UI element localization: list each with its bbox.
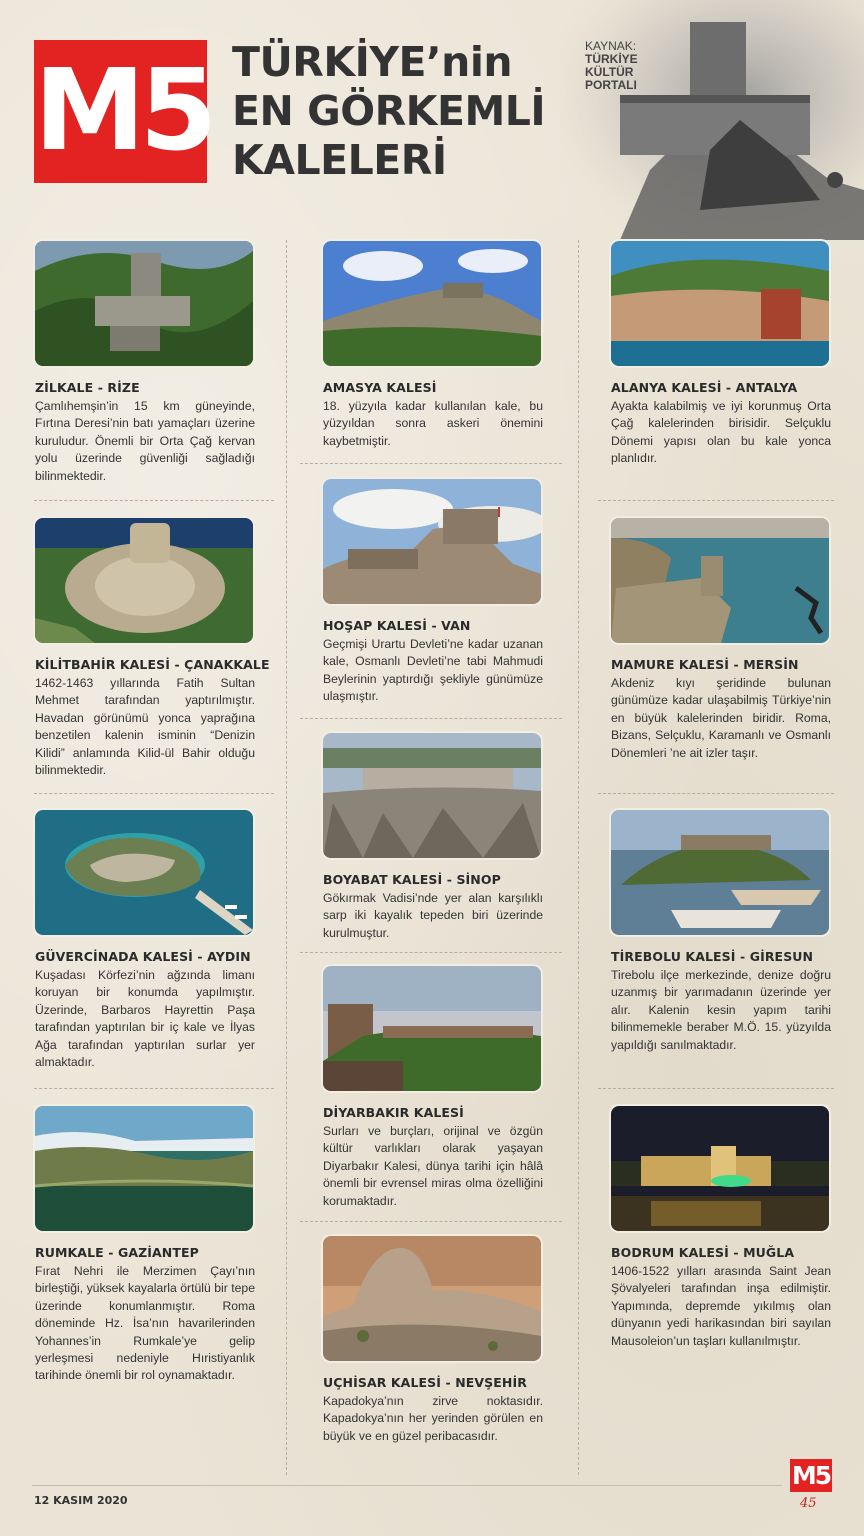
hero-castle-image [560, 0, 864, 240]
castle-card-zilkale [35, 241, 255, 485]
m5-logo: M5 [34, 40, 207, 183]
castle-photo [35, 810, 253, 935]
castle-name: BODRUM KALESİ - MUĞLA [611, 1245, 795, 1260]
castle-description: 1462-1463 yıllarında Fatih Sultan Mehmet tarafından yaptırılmıştır. Havadan görünümü yonca yaprağına benzetilen kalenin isminin “Denizin Kilidi” anlamında Kilid-ül Bahir olduğu bilinmektedir. [35, 676, 255, 778]
castle-name: MAMURE KALESİ - MERSİN [611, 657, 799, 672]
castle-card-boyabat [323, 733, 543, 942]
row-divider [34, 1088, 274, 1089]
castle-card-kilitbahir [35, 518, 270, 779]
row-divider [598, 500, 834, 501]
castle-description: Gökırmak Vadisi’nde yer alan karşılıklı sarp iki kayalık tepeden biri üzerinde kurulmuştur. [323, 891, 543, 940]
castle-photo [35, 241, 253, 366]
castle-name: TİREBOLU KALESİ - GİRESUN [611, 949, 814, 964]
title-line-3: KALELERİ [232, 136, 447, 184]
castle-photo [323, 1236, 541, 1361]
castle-description: 18. yüzyıla kadar kullanılan kale, bu yüzyıldan sonra askeri önemini kaybetmiştir. [323, 399, 543, 448]
castle-card-diyarbakir [323, 966, 543, 1210]
footer-m5-logo: M5 [791, 1461, 831, 1490]
castle-photo [611, 241, 829, 366]
castle-card-rumkale [35, 1106, 255, 1385]
castle-name: ZİLKALE - RİZE [35, 380, 140, 395]
castle-description: Çamlıhemşin’in 15 km güneyinde, Fırtına Deresi’nin batı yamaçları üzerine kuruludur. Önemli bir Orta Çağ kervan yolu üzerinde güvenliği sağladığı bilinmektedir. [35, 399, 255, 483]
castle-description: Surları ve burçları, orijinal ve özgün kültür varlıkları olarak yaşayan Diyarbakır Kalesi, dünya tarihi için hâlâ önemli bir evrensel miras olma özelliğini korumaktadır. [323, 1124, 543, 1208]
castle-photo [611, 518, 829, 643]
row-divider [300, 718, 562, 719]
castle-description: Fırat Nehri ile Merzimen Çayı’nın birleştiği, yüksek kayalarla örtülü bir tepe üzerinde konumlanmıştır. Roma döneminde Hz. İsa’nın havarilerinden Yohannes’in Rumkale’ye gelip yerleşmesi nedeniyle Hıristiyanlık tarihinde önemli bir rol oynamaktadır. [35, 1264, 255, 1383]
castle-description: Tirebolu ilçe merkezinde, denize doğru uzanmış bir yarımadanın üzerinde yer alır. Kalenin kesin yapım tarihi bilinmemekle beraber M.Ö. 15. yüzyılda yapıldığı sanılmaktadır. [611, 968, 831, 1052]
castle-photo [35, 518, 253, 643]
row-divider [34, 500, 274, 501]
castle-name: ALANYA KALESİ - ANTALYA [611, 380, 798, 395]
column-divider-2 [578, 240, 579, 1475]
castle-card-mamure [611, 518, 831, 762]
castle-photo [611, 810, 829, 935]
castle-name: RUMKALE - GAZİANTEP [35, 1245, 199, 1260]
row-divider [598, 1088, 834, 1089]
row-divider [300, 463, 562, 464]
castle-card-guvercinada [35, 810, 255, 1071]
row-divider [34, 793, 274, 794]
castle-name: AMASYA KALESİ [323, 380, 437, 395]
row-divider [598, 793, 834, 794]
source-value: TÜRKİYE KÜLTÜR PORTALI [585, 52, 638, 92]
castle-name: BOYABAT KALESİ - SİNOP [323, 872, 501, 887]
castle-name: GÜVERCİNADA KALESİ - AYDIN [35, 949, 251, 964]
castle-name: HOŞAP KALESİ - VAN [323, 618, 471, 633]
castle-photo [323, 479, 541, 604]
castle-name: UÇHİSAR KALESİ - NEVŞEHİR [323, 1375, 527, 1390]
castle-description: Akdeniz kıyı şeridinde bulunan günümüze kadar ulaşabilmiş Türkiye’nin en büyük kalelerinden biridir. Roma, Bizans, Selçuklu, Karamanlı ve Osmanlı Dönemleri ’ne ait izler taşır. [611, 676, 831, 760]
castle-card-bodrum [611, 1106, 831, 1350]
castle-photo [323, 966, 541, 1091]
castle-card-hosap [323, 479, 543, 706]
castle-card-alanya [611, 241, 831, 468]
footer-divider [32, 1485, 782, 1486]
castle-card-uchisar [323, 1236, 543, 1445]
castle-description: Ayakta kalabilmiş ve iyi korunmuş Orta Çağ kalelerinden birisidir. Selçuklu Dönemi yapısı olan bu kale yonca planlıdır. [611, 399, 831, 466]
castle-card-tirebolu [611, 810, 831, 1054]
row-divider [300, 1221, 562, 1222]
title-line-1: TÜRKİYE’nin [232, 38, 513, 86]
castle-card-amasya [323, 241, 543, 450]
castle-description: Geçmişi Urartu Devleti’ne kadar uzanan kale, Osmanlı Devleti’ne tabi Mahmudi Beylerinin yaptırdığı şekliyle günümüze ulaşmıştır. [323, 637, 543, 704]
castle-name: KİLİTBAHİR KALESİ - ÇANAKKALE [35, 657, 270, 672]
column-divider-1 [286, 240, 287, 1475]
page-title [232, 38, 592, 185]
castle-photo [611, 1106, 829, 1231]
castle-description: Kuşadası Körfezi’nin ağzında limanı koruyan bir konumda yapılmıştır. Üzerinde, Barbaros Hayrettin Paşa tarafından yaptırılan bir iç kale ve İlyas Ağa tarafından yaptırılan surlar yer almaktadır. [35, 968, 255, 1070]
row-divider [300, 952, 562, 953]
title-line-2: EN GÖRKEMLİ [232, 87, 546, 135]
castle-description: Kapadokya’nın zirve noktasıdır. Kapadokya’nın her yerinden görülen en büyük ve en güzel peribacasıdır. [323, 1394, 543, 1443]
footer-mark: 45 [800, 1496, 817, 1511]
castle-photo [323, 733, 541, 858]
source-label: KAYNAK: [585, 39, 637, 53]
castle-description: 1406-1522 yılları arasında Saint Jean Şövalyeleri tarafından inşa edilmiştir. Yapımında, depremde yıkılmış olan dünyanın yedi harikasından biri sayılan Mausoleion’un taşları kullanılmıştır. [611, 1264, 831, 1348]
publish-date: 12 KASIM 2020 [34, 1494, 128, 1507]
source-credit [585, 40, 655, 92]
castle-name: DİYARBAKIR KALESİ [323, 1105, 464, 1120]
castle-photo [35, 1106, 253, 1231]
castle-photo [323, 241, 541, 366]
